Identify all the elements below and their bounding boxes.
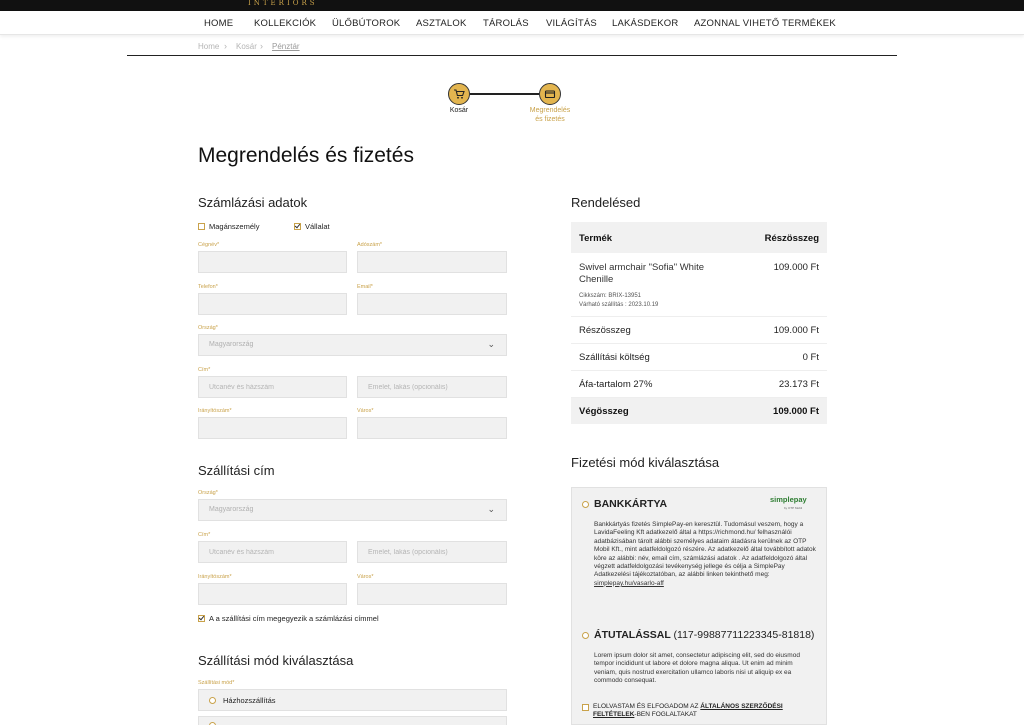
nav-item-lighting[interactable]: VILÁGÍTÁS [546, 18, 597, 29]
shipping-option-label: Házhozszállítás [223, 696, 276, 705]
email-label: Email* [357, 284, 373, 290]
credit-card-icon [544, 88, 556, 100]
shipping-cost-label: Szállítási költség [579, 352, 650, 363]
product-name[interactable]: Swivel armchair "Sofia" White Chenille [579, 262, 705, 285]
simplepay-brand: simplepay [770, 495, 807, 504]
same-address-label: A a szállítási cím megegyezik a számlázási címmel [209, 614, 379, 623]
card-payment-title[interactable]: BANKKÁRTYA [594, 498, 668, 510]
main-nav [0, 11, 1024, 35]
terms-label [593, 703, 818, 719]
shipping-country-value: Magyarország [209, 506, 254, 513]
tax-number-input[interactable] [357, 251, 507, 273]
transfer-payment-title[interactable] [594, 629, 814, 641]
payment-methods [571, 487, 827, 725]
product-price: 109.000 Ft [773, 262, 819, 273]
shipping-option-2[interactable] [198, 716, 507, 725]
total-value: 109.000 Ft [773, 406, 819, 417]
same-address-checkbox[interactable] [198, 615, 205, 622]
step-cart-label: Kosár [449, 107, 469, 114]
chevron-right-icon: › [224, 41, 227, 51]
subtotal-label: Részösszeg [579, 325, 631, 336]
company-label: Vállalat [305, 222, 330, 231]
street-input[interactable] [198, 376, 347, 398]
country-select-value: Magyarország [209, 341, 254, 348]
breadcrumb-home[interactable]: Home [198, 42, 220, 51]
breadcrumb-cart[interactable]: Kosár [236, 42, 257, 51]
company-name-input[interactable] [198, 251, 347, 273]
step-order-payment [539, 83, 561, 105]
shipping-country-select[interactable] [198, 499, 507, 521]
nav-item-in-stock[interactable]: AZONNAL VIHETŐ TERMÉKEK [694, 18, 836, 29]
vat-value: 23.173 Ft [778, 379, 819, 390]
transfer-account-number: (117-99887711223345-81818) [673, 629, 815, 641]
shipping-cost-row [571, 343, 827, 370]
chevron-right-icon: › [260, 41, 263, 51]
country-select[interactable] [198, 334, 507, 356]
vat-row [571, 370, 827, 397]
shipping-title: Szállítási cím [198, 463, 275, 478]
floor-input[interactable] [357, 376, 507, 398]
divider [127, 55, 897, 56]
terms-link[interactable]: ÁLTALÁNOS SZERZŐDÉSI FELTÉTELEK [593, 703, 783, 718]
cart-icon [453, 88, 465, 100]
terms-checkbox[interactable] [582, 704, 589, 711]
logo[interactable]: INTERIORS [248, 0, 318, 7]
product-delivery-date: Várható szállítás : 2023.10.19 [579, 302, 659, 308]
city-input[interactable] [357, 417, 507, 439]
chevron-down-icon: ⌄ [487, 504, 495, 514]
chevron-down-icon: ⌄ [487, 339, 495, 349]
billing-title: Számlázási adatok [198, 195, 308, 210]
private-person-label: Magánszemély [209, 222, 260, 231]
shipping-city-input[interactable] [357, 583, 507, 605]
nav-item-storage[interactable]: TÁROLÁS [483, 18, 529, 29]
company-checkbox[interactable] [294, 223, 301, 230]
shipping-floor-input[interactable] [357, 541, 507, 563]
shipping-zip-label: Irányítószám* [198, 574, 232, 580]
terms-prefix: ELOLVASTAM ÉS ELFOGADOM AZ [593, 703, 701, 710]
transfer-payment-description: Lorem ipsum dolor sit amet, consectetur adipiscing elit, sed do eiusmod tempor incididunt ut labore et dolore magna aliqua. Ut enim ad minim veniam, quis nostrud exercitation ullamco laboris nisi ut aliquip ex ea commodo consequat. [594, 652, 800, 685]
company-name-label: Cégnév* [198, 242, 220, 248]
shipping-country-label: Ország* [198, 490, 218, 496]
payment-title: Fizetési mód kiválasztása [571, 455, 720, 470]
card-payment-description [594, 521, 816, 588]
transfer-title-text: ÁTUTALÁSSAL [594, 629, 671, 641]
vat-label: Áfa-tartalom 27% [579, 379, 653, 390]
tax-number-label: Adószám* [357, 242, 383, 248]
country-label: Ország* [198, 325, 218, 331]
nav-item-seating[interactable]: ÜLŐBÚTOROK [332, 18, 401, 29]
nav-item-collections[interactable]: KOLLEKCIÓK [254, 18, 317, 29]
shipping-option-radio[interactable] [209, 697, 216, 704]
simplepay-link[interactable]: simplepay.hu/vasarlo-aff [594, 579, 664, 587]
card-payment-radio[interactable] [582, 501, 589, 508]
order-title: Rendelésed [571, 195, 641, 210]
breadcrumb-current: Pénztár [272, 42, 300, 51]
shipping-zip-input[interactable] [198, 583, 347, 605]
total-row [571, 397, 827, 424]
step-connector [470, 93, 539, 95]
subtotal-row [571, 316, 827, 343]
col-product: Termék [579, 233, 613, 244]
page-title: Megrendelés és fizetés [198, 144, 414, 167]
shipping-method-label: Szállítási mód* [198, 680, 235, 686]
total-label: Végösszeg [579, 406, 629, 417]
zip-input[interactable] [198, 417, 347, 439]
step-order-label-line1: Megrendelés [529, 107, 571, 114]
subtotal-value: 109.000 Ft [773, 325, 819, 336]
simplepay-logo [770, 495, 814, 513]
city-label: Város* [357, 408, 374, 414]
col-subtotal: Részösszeg [764, 233, 819, 244]
transfer-payment-radio[interactable] [582, 632, 589, 639]
private-person-checkbox[interactable] [198, 223, 205, 230]
step-order-label-line2: és fizetés [535, 115, 565, 123]
shipping-cost-value: 0 Ft [802, 352, 819, 363]
zip-label: Irányítószám* [198, 408, 232, 414]
top-bar [0, 0, 1024, 11]
shipping-address-label: Cím* [198, 532, 211, 538]
nav-item-home[interactable]: HOME [204, 18, 234, 29]
address-label: Cím* [198, 367, 211, 373]
product-sku: Cikkszám: BRIX-13951 [579, 293, 642, 299]
step-cart[interactable] [448, 83, 470, 105]
nav-item-decor[interactable]: LAKÁSDEKOR [612, 18, 679, 29]
terms-suffix: -BEN FOGLALTAKAT [634, 711, 697, 718]
shipping-method-title: Szállítási mód kiválasztása [198, 653, 354, 668]
email-input[interactable] [357, 293, 507, 315]
phone-input[interactable] [198, 293, 347, 315]
shipping-option-home-delivery[interactable] [198, 689, 507, 711]
shipping-city-label: Város* [357, 574, 374, 580]
shipping-street-input[interactable] [198, 541, 347, 563]
simplepay-sub: by OTP Mobil [784, 506, 803, 510]
phone-label: Telefon* [198, 284, 218, 290]
step-order-label [520, 107, 580, 124]
nav-item-tables[interactable]: ASZTALOK [416, 18, 467, 29]
order-table-header [571, 222, 827, 253]
card-payment-text: Bankkártyás fizetés SimplePay-en keresztül. Tudomásul veszem, hogy a LavidaFeeling Kft adatkezelő által a https://richmond.hu/ felhasználói adatbázisában tárolt alábbi személyes adataim átadásra kerülnek az OTP Mobil Kft., mint adatfeldolgozó részére. Az adatkezelő által továbbított adatok köre az alábbi: név, email cím, számlázási adatok . Az adatfeldolgozó által végzett adatfeldolgozási tevékenység jellege és célja a SimplePay Adatkezelési tájékoztatóban, az alábbi linken tekinthető meg: [594, 521, 816, 579]
